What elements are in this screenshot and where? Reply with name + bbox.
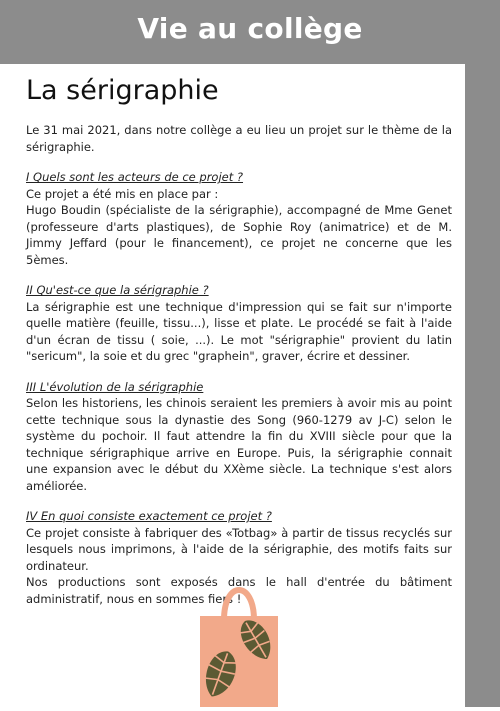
section-definition xyxy=(26,282,452,365)
tote-bag-icon xyxy=(196,570,282,707)
section-actors xyxy=(26,169,452,268)
page-header xyxy=(0,0,500,64)
page-title: La sérigraphie xyxy=(26,75,219,106)
section-heading: I Quels sont les acteurs de ce projet ? xyxy=(26,170,244,184)
section-paragraph: Hugo Boudin (spécialiste de la sérigraphie), accompagné de Mme Genet (professeure d'arts plastiques), de Sophie Roy (animatrice) et de M. Jimmy Jeffard (pour le financement), ce projet ne concerne que les 5èmes. xyxy=(26,203,452,267)
section-heading: III L'évolution de la sérigraphie xyxy=(26,379,204,394)
side-decoration-bar xyxy=(465,64,500,707)
section-paragraph: La sérigraphie est une technique d'impression qui se fait sur n'importe quelle matière (feuille, tissu...), lisse et plate. Le procédé se fait à l'aide d'un écran de tissu ( soie, ...). Le mot "sérigraphie" provient du latin "sericum", la soie et du grec "graphein", graver, écrire et dessiner. xyxy=(26,299,452,363)
section-paragraph: Ce projet a été mis en place par : xyxy=(26,186,219,201)
header-title: Vie au collège xyxy=(137,12,363,45)
intro-paragraph: Le 31 mai 2021, dans notre collège a eu lieu un projet sur le thème de la sérigraphie. xyxy=(26,123,452,154)
section-history xyxy=(26,379,452,495)
section-heading: II Qu'est-ce que la sérigraphie ? xyxy=(26,283,209,297)
section-paragraph: Ce projet consiste à fabriquer des «Totbag» à partir de tissus recyclés sur lesquels nous imprimons, à l'aide de la sérigraphie, des motifs faits sur ordinateur. xyxy=(26,525,452,573)
article xyxy=(26,74,452,621)
section-paragraph: Nos productions sont exposés dans le hall d'entrée du bâtiment administratif, nous en sommes fiers ! xyxy=(26,575,452,606)
section-heading: IV En quoi consiste exactement ce projet ? xyxy=(26,509,272,523)
section-paragraph: Selon les historiens, les chinois seraient les premiers à avoir mis au point cette technique sous la dynastie des Song (960-1279 av J-C) selon le système du pochoir. Il faut attendre la fin du XVIII siècle pour que la technique sérigraphique arrive en Europe. Puis, la sérigraphie connait une expansion avec le début du XXème siècle. La technique s'est alors améliorée. xyxy=(26,396,452,493)
